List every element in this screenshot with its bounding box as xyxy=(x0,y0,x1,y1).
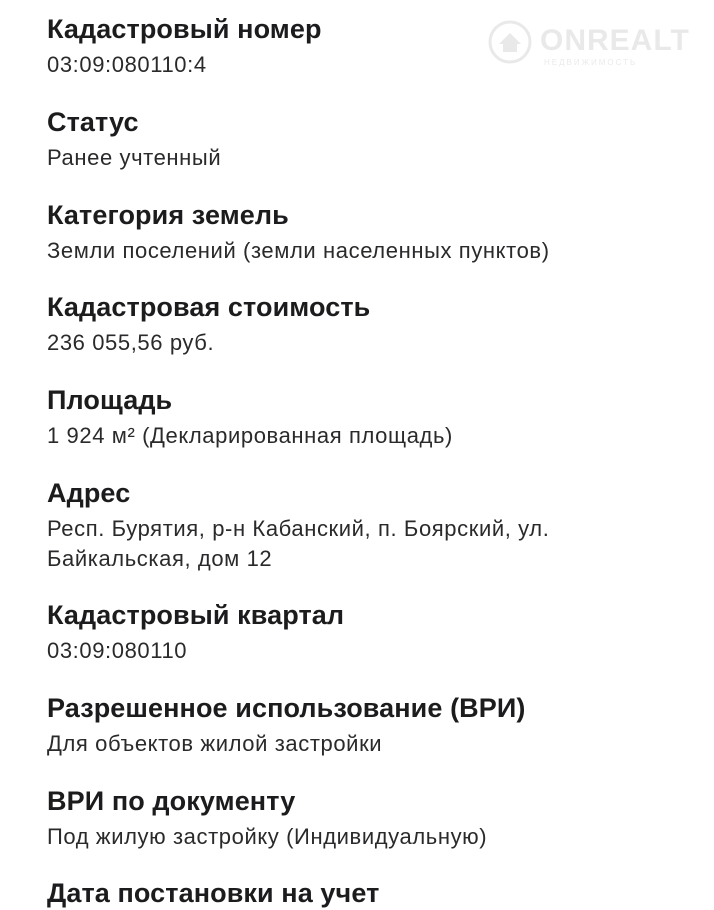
field-cadastral-number xyxy=(47,13,667,80)
watermark-brand: ONREALT xyxy=(540,24,690,57)
field-label: Адрес xyxy=(47,478,131,508)
field-value: Ранее учтенный xyxy=(47,145,222,170)
field-permitted-use xyxy=(47,692,667,759)
field-value: 236 055,56 руб. xyxy=(47,330,215,355)
field-area xyxy=(47,384,667,451)
field-label: Статус xyxy=(47,107,139,137)
field-registration-date xyxy=(47,877,667,909)
field-value: 1 924 м² (Декларированная площадь) xyxy=(47,423,453,448)
field-address xyxy=(47,477,667,574)
field-value: 03:09:080110 xyxy=(47,638,188,663)
field-label: Кадастровый номер xyxy=(47,14,322,44)
field-label: Категория земель xyxy=(47,200,289,230)
watermark-tagline: НЕДВИЖИМОСТЬ xyxy=(544,58,638,67)
field-cadastral-value xyxy=(47,291,667,358)
field-label: ВРИ по документу xyxy=(47,786,296,816)
field-value: Респ. Бурятия, р-н Кабанский, п. Боярский, ул. Байкальская, дом 12 xyxy=(47,516,550,571)
field-value: 03:09:080110:4 xyxy=(47,52,207,77)
field-label: Разрешенное использование (ВРИ) xyxy=(47,693,526,723)
field-value: Для объектов жилой застройки xyxy=(47,731,383,756)
field-label: Дата постановки на учет xyxy=(47,878,380,908)
field-value: Земли поселений (земли населенных пунктов) xyxy=(47,238,550,263)
field-label: Площадь xyxy=(47,385,173,415)
field-label: Кадастровый квартал xyxy=(47,600,345,630)
field-label: Кадастровая стоимость xyxy=(47,292,371,322)
field-cadastral-quarter xyxy=(47,599,667,666)
field-value: Под жилую застройку (Индивидуальную) xyxy=(47,824,488,849)
field-status xyxy=(47,106,667,173)
field-land-category xyxy=(47,199,667,266)
field-permitted-use-document xyxy=(47,785,667,852)
